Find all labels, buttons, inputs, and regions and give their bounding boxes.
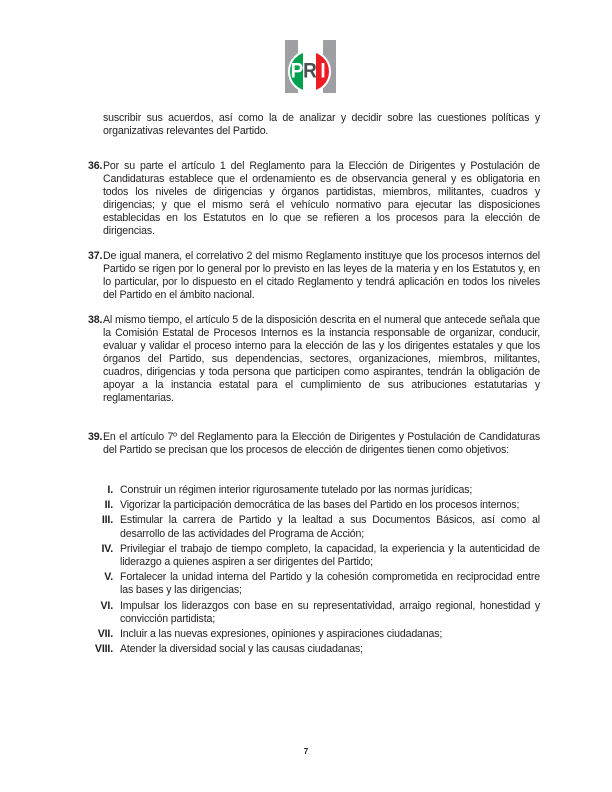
roman-numeral: VIII. bbox=[94, 643, 113, 656]
objective-text: Vigorizar la participación democrática de las bases del Partido en los procesos internos; bbox=[120, 499, 520, 512]
paragraph-text: Al mismo tiempo, el artículo 5 de la disposición descrita en el numeral que antecede señala que la Comisión Estatal de Procesos Internos es la instancia responsable de organizar, conducir, evaluar y validar el proceso interno para la elección de las y los dirigentes estatales y que los órganos del Partido, sus dependencias, sectores, organizaciones, miembros, militantes, cuadros, dirigencias y toda persona que participen como aspirantes, tendrán la obligación de apoyar a la instancia estatal para el cumplimiento de sus atribuciones estatutarias y reglamentarias. bbox=[103, 314, 540, 404]
logo-letter-i: I bbox=[320, 59, 325, 83]
paragraph-text: De igual manera, el correlativo 2 del mismo Reglamento instituye que los procesos internos del Partido se rigen por lo general por lo previsto en las leyes de la materia y en los Estatutos y, en lo particular, por lo dispuesto en el citado Reglamento y tendrá aplicación en todos los niveles del Partido en el ámbito nacional. bbox=[103, 250, 540, 301]
paragraph-number: 36. bbox=[88, 160, 103, 172]
roman-numeral: VI. bbox=[100, 599, 113, 612]
objective-text: Impulsar los liderazgos con base en su representatividad, arraigo regional, honestidad y convicción partidista; bbox=[120, 599, 540, 625]
roman-numeral: III. bbox=[101, 514, 113, 527]
paragraph-number: 37. bbox=[88, 250, 103, 262]
logo-circle bbox=[288, 50, 331, 93]
paragraph-number: 39. bbox=[88, 431, 103, 443]
document-body bbox=[88, 112, 540, 658]
intro-paragraph: suscribir sus acuerdos, así como la de analizar y decidir sobre las cuestiones políticas y organizativas relevantes del Partido. bbox=[103, 112, 540, 137]
objective-text: Construir un régimen interior rigurosamente tutelado por las normas jurídicas; bbox=[120, 484, 473, 496]
roman-numeral: IV. bbox=[101, 542, 113, 555]
page-number: 7 bbox=[303, 747, 309, 756]
logo-letter-r: R bbox=[303, 59, 316, 83]
objective-item-ii bbox=[88, 499, 540, 512]
objective-item-vi bbox=[88, 600, 540, 626]
objectives-list bbox=[88, 484, 540, 656]
objective-text: Incluir a las nuevas expresiones, opiniones y aspiraciones ciudadanas; bbox=[120, 628, 443, 641]
objective-text: Fortalecer la unidad interna del Partido y la cohesión comprometida en reciprocidad entre las bases y las dirigencias; bbox=[120, 571, 540, 597]
objective-text: Atender la diversidad social y las causas ciudadanas; bbox=[120, 643, 363, 656]
paragraph-text: En el artículo 7º del Reglamento para la Elección de Dirigentes y Postulación de Candidaturas del Partido se precisan que los procesos de elección de dirigentes tienen como objetivos: bbox=[103, 431, 540, 456]
objective-item-viii bbox=[88, 643, 540, 656]
paragraph-36 bbox=[88, 160, 540, 238]
objective-item-iii bbox=[88, 514, 540, 540]
roman-numeral: II. bbox=[104, 499, 113, 512]
roman-numeral: I. bbox=[107, 484, 113, 496]
objective-text: Estimular la carrera de Partido y la lealtad a sus Documentos Básicos, así como al desarrollo de las actividades del Programa de Acción; bbox=[120, 514, 540, 540]
paragraph-number: 38. bbox=[88, 314, 103, 326]
pri-logo bbox=[283, 40, 338, 93]
paragraph-39 bbox=[88, 431, 540, 457]
roman-numeral: VII. bbox=[97, 628, 113, 641]
objective-item-vii bbox=[88, 628, 540, 641]
roman-numeral: V. bbox=[104, 571, 113, 584]
objective-item-iv bbox=[88, 543, 540, 569]
paragraph-text: Por su parte el artículo 1 del Reglamento para la Elección de Dirigentes y Postulación de Candidaturas establece que el ordenamiento es de observancia general y es obligatoria en todos los niveles de dirigencias y órganos partidistas, miembros, militantes, cuadros y dirigencias; y que el mismo será el vehículo normativo para ejecutar las disposiciones establecidas en los Estatutos en lo que se refieren a los procesos para la elección de dirigencias. bbox=[103, 160, 540, 237]
objective-text: Privilegiar el trabajo de tiempo completo, la capacidad, la experiencia y la autenticidad de liderazgo a quienes aspiren a ser dirigentes del Partido; bbox=[120, 542, 540, 569]
paragraph-37 bbox=[88, 250, 540, 302]
objective-item-v bbox=[88, 571, 540, 597]
logo-letter-p: P bbox=[290, 59, 303, 83]
objective-item-i bbox=[88, 484, 540, 497]
paragraph-38 bbox=[88, 314, 540, 405]
